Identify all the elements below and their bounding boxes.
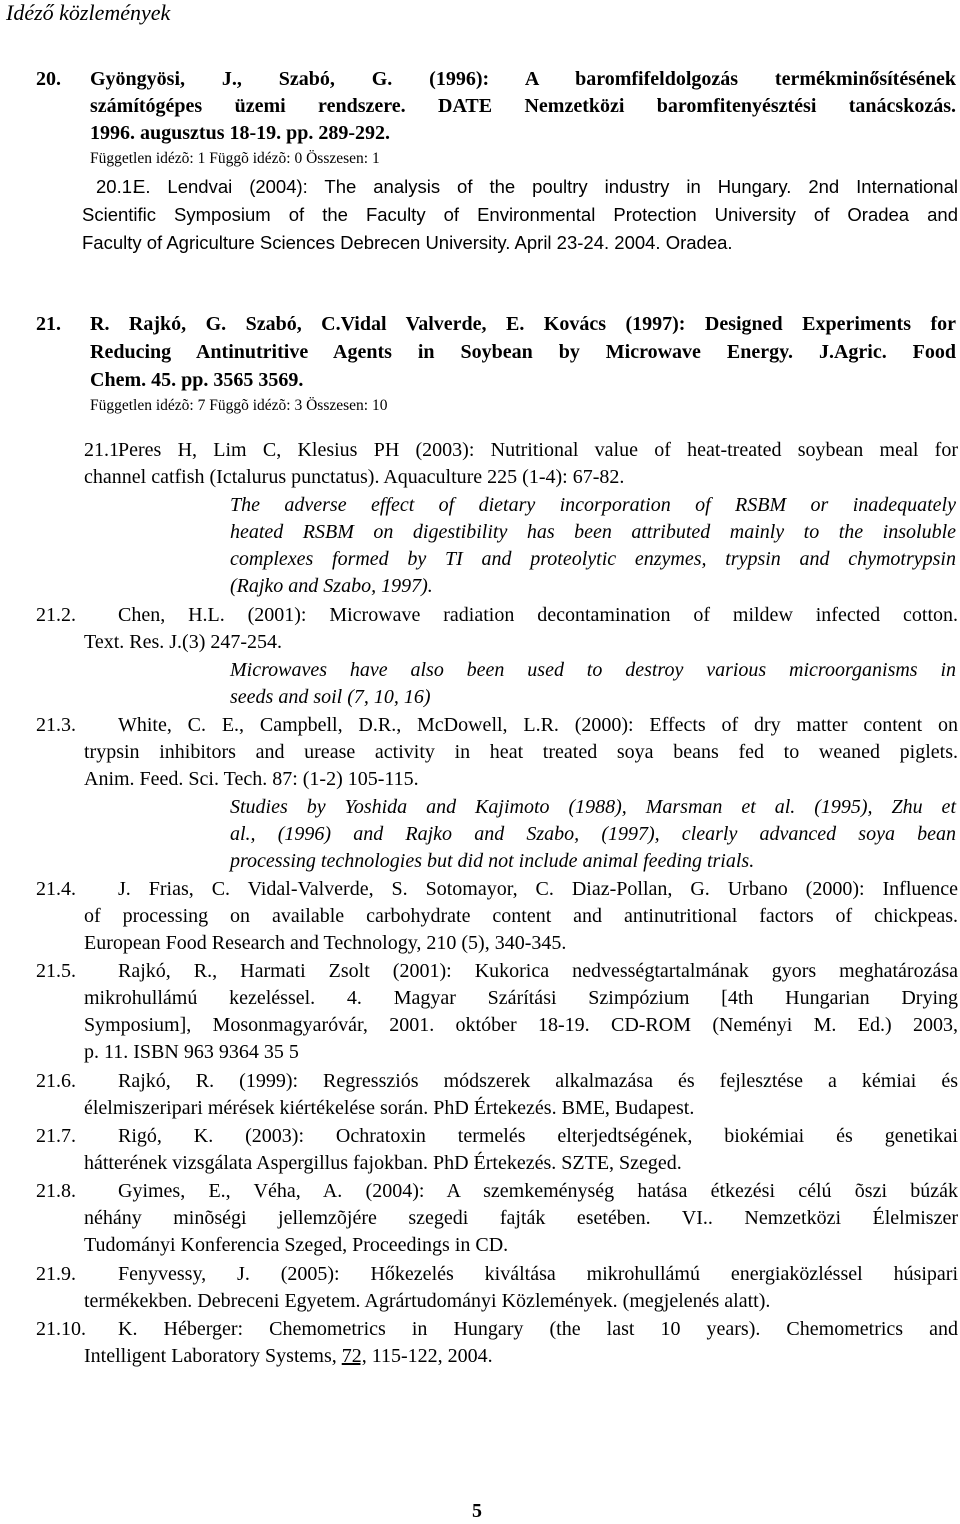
reference-line bbox=[84, 1343, 958, 1370]
reference-21 bbox=[36, 310, 956, 418]
reference-number: 21. bbox=[36, 313, 61, 335]
reference-line: E. Lendvai (2004): The analysis of the poultry industry in Hungary. 2nd International bbox=[133, 176, 958, 197]
page-number: 5 bbox=[472, 1500, 482, 1522]
reference-number: 21.9. bbox=[36, 1263, 76, 1285]
reference-line: Faculty of Agriculture Sciences Debrecen University. April 23-24. 2004. Oradea. bbox=[82, 232, 733, 253]
quote-21-3 bbox=[230, 794, 956, 875]
reference-21-1 bbox=[84, 437, 958, 491]
reference-number: 21.1. bbox=[84, 439, 124, 461]
reference-number: 20. bbox=[36, 68, 61, 90]
reference-line: J. Frias, C. Vidal-Valverde, S. Sotomayor, C. Diaz-Pollan, G. Urbano (2000): Influence bbox=[118, 878, 958, 900]
reference-number: 21.2. bbox=[36, 604, 76, 626]
reference-line: Peres H, Lim C, Klesius PH (2003): Nutritional value of heat-treated soybean meal for bbox=[118, 439, 958, 461]
reference-line: Chen, H.L. (2001): Microwave radiation decontamination of mildew infected cotton. bbox=[118, 604, 958, 626]
reference-line: számítógépes üzemi rendszere. DATE Nemzetközi baromfitenyésztési tanácskozás. bbox=[90, 95, 956, 117]
reference-21-3 bbox=[36, 712, 958, 793]
reference-line: European Food Research and Technology, 210 (5), 340-345. bbox=[84, 932, 567, 954]
reference-line: Gyöngyösi, J., Szabó, G. (1996): A baromfifeldolgozás termékminősítésének bbox=[90, 68, 956, 90]
reference-line: Gyimes, E., Véha, A. (2004): A szemkeménység hatása étkezési célú õszi búzák bbox=[118, 1180, 958, 1202]
reference-line: 1996. augusztus 18-19. pp. 289-292. bbox=[90, 122, 391, 144]
reference-20 bbox=[36, 66, 956, 171]
quote-21-1 bbox=[230, 492, 956, 600]
reference-21-4 bbox=[36, 876, 958, 957]
reference-line: hátterének vizsgálata Aspergillus fajokban. PhD Értekezés. SZTE, Szeged. bbox=[84, 1152, 682, 1174]
reference-text: Intelligent Laboratory Systems, bbox=[84, 1345, 342, 1367]
reference-text: 115-122, 2004. bbox=[366, 1345, 493, 1367]
quote-line: complexes formed by TI and proteolytic enzymes, trypsin and chymotrypsin bbox=[230, 548, 956, 570]
reference-line: élelmiszeripari mérések kiértékelése során. PhD Értekezés. BME, Budapest. bbox=[84, 1097, 695, 1119]
reference-line: Symposium], Mosonmagyaróvár, 2001. október 18-19. CD-ROM (Neményi M. Ed.) 2003, bbox=[84, 1014, 958, 1036]
reference-number: 20.1. bbox=[96, 176, 138, 197]
reference-number: 21.5. bbox=[36, 960, 76, 982]
reference-line: mikrohullámú kezeléssel. 4. Magyar Szárítási Szimpózium [4th Hungarian Drying bbox=[84, 987, 958, 1009]
reference-line: Rigó, K. (2003): Ochratoxin termelés elterjedtségének, biokémiai és genetikai bbox=[118, 1125, 958, 1147]
reference-21-10 bbox=[36, 1316, 958, 1370]
reference-21-2 bbox=[36, 602, 958, 656]
reference-line: Rajkó, R. (1999): Regressziós módszerek alkalmazása és fejlesztése a kémiai és bbox=[118, 1070, 958, 1092]
reference-line: termékekben. Debreceni Egyetem. Agrártudományi Közlemények. (megjelenés alatt). bbox=[84, 1290, 771, 1312]
quote-21-2 bbox=[230, 657, 956, 711]
reference-20-1 bbox=[82, 173, 958, 257]
citation-count: Független idézõ: 1 Függõ idézõ: 0 Összesen: 1 bbox=[90, 150, 380, 167]
reference-21-6 bbox=[36, 1068, 958, 1122]
reference-line: trypsin inhibitors and urease activity in heat treated soya beans fed to weaned piglets. bbox=[84, 741, 958, 763]
reference-21-9 bbox=[36, 1261, 958, 1315]
quote-line: al., (1996) and Rajko and Szabo, (1997), clearly advanced soya bean bbox=[230, 823, 956, 845]
reference-line: Scientific Symposium of the Faculty of Environmental Protection University of Oradea and bbox=[82, 204, 958, 225]
reference-line: néhány minõségi jellemzõjére szegedi fajták esetében. VI.. Nemzetközi Élelmiszer bbox=[84, 1207, 958, 1229]
reference-line: channel catfish (Ictalurus punctatus). Aquaculture 225 (1-4): 67-82. bbox=[84, 466, 625, 488]
reference-21-5 bbox=[36, 958, 958, 1066]
reference-line: R. Rajkó, G. Szabó, C.Vidal Valverde, E. Kovács (1997): Designed Experiments for bbox=[90, 313, 956, 335]
reference-number: 21.3. bbox=[36, 714, 76, 736]
reference-line: Fenyvessy, J. (2005): Hőkezelés kiváltása mikrohullámú energiaközléssel húsipari bbox=[118, 1263, 958, 1285]
reference-line: Reducing Antinutritive Agents in Soybean by Microwave Energy. J.Agric. Food bbox=[90, 341, 956, 363]
quote-line: Microwaves have also been used to destroy various microorganisms in bbox=[230, 659, 956, 681]
reference-number: 21.4. bbox=[36, 878, 76, 900]
reference-line: of processing on available carbohydrate content and antinutritional factors of chickpeas. bbox=[84, 905, 958, 927]
reference-line: White, C. E., Campbell, D.R., McDowell, L.R. (2000): Effects of dry matter content on bbox=[118, 714, 958, 736]
reference-line: Text. Res. J.(3) 247-254. bbox=[84, 631, 283, 653]
quote-line: heated RSBM on digestibility has been attributed mainly to the insoluble bbox=[230, 521, 956, 543]
reference-line: Rajkó, R., Harmati Zsolt (2001): Kukorica nedvességtartalmának gyors meghatározása bbox=[118, 960, 958, 982]
citation-count: Független idézõ: 7 Függõ idézõ: 3 Összesen: 10 bbox=[90, 397, 388, 414]
reference-21-7 bbox=[36, 1123, 958, 1177]
reference-line: p. 11. ISBN 963 9364 35 5 bbox=[84, 1041, 299, 1063]
reference-line: Chem. 45. pp. 3565 3569. bbox=[90, 369, 304, 391]
reference-number: 21.8. bbox=[36, 1180, 76, 1202]
quote-line: seeds and soil (7, 10, 16) bbox=[230, 686, 431, 708]
reference-line: K. Héberger: Chemometrics in Hungary (the last 10 years). Chemometrics and bbox=[118, 1318, 958, 1340]
reference-number: 21.6. bbox=[36, 1070, 76, 1092]
quote-line: Studies by Yoshida and Kajimoto (1988), Marsman et al. (1995), Zhu et bbox=[230, 796, 956, 818]
quote-line: (Rajko and Szabo, 1997). bbox=[230, 575, 433, 597]
page-header: Idéző közlemények bbox=[6, 0, 171, 25]
reference-21-8 bbox=[36, 1178, 958, 1259]
volume-number: 72, bbox=[341, 1345, 367, 1367]
quote-line: processing technologies but did not include animal feeding trials. bbox=[230, 850, 755, 872]
quote-line: The adverse effect of dietary incorporation of RSBM or inadequately bbox=[230, 494, 956, 516]
reference-line: Tudományi Konferencia Szeged, Proceedings in CD. bbox=[84, 1234, 509, 1256]
reference-number: 21.7. bbox=[36, 1125, 76, 1147]
reference-line: Anim. Feed. Sci. Tech. 87: (1-2) 105-115. bbox=[84, 768, 419, 790]
reference-number: 21.10. bbox=[36, 1318, 86, 1340]
